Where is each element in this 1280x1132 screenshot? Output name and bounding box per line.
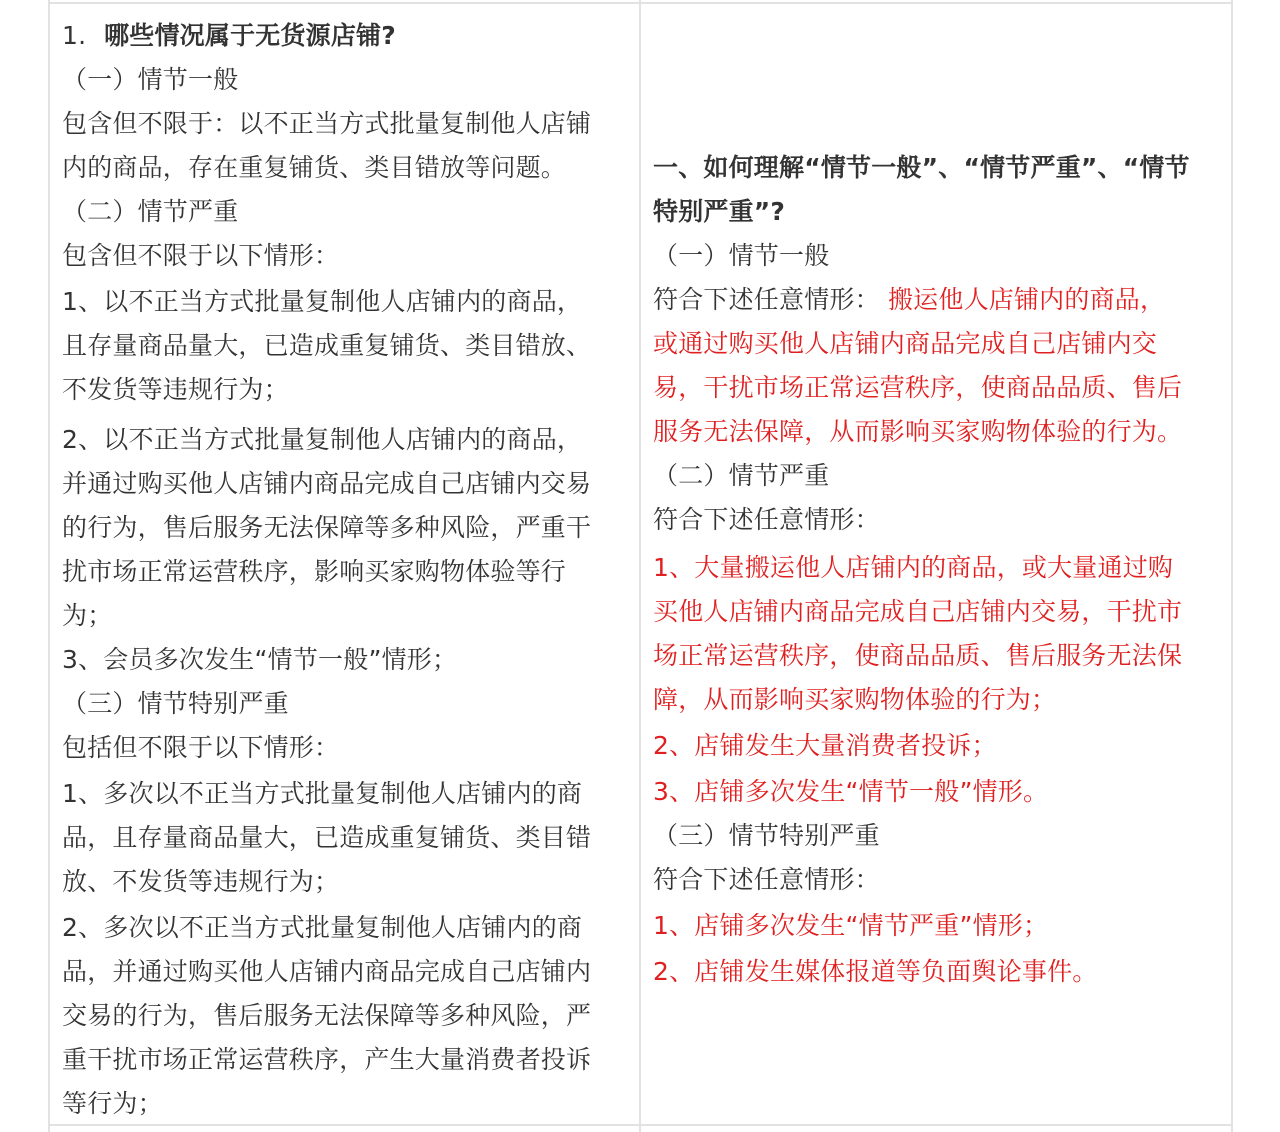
left-special-item2-line: 交易的行为，售后服务无法保障等多种风险，严 <box>62 1001 592 1030</box>
left-serious-item1-line: 1、以不正当方式批量复制他人店铺内的商品， <box>62 287 583 316</box>
comparison-table <box>48 0 1233 1132</box>
right-column <box>641 0 1231 1132</box>
left-serious-heading: （二）情节严重 <box>62 197 239 226</box>
left-serious-item2-line: 2、以不正当方式批量复制他人店铺内的商品， <box>62 425 583 454</box>
right-general-intro: 符合下述任意情形： <box>653 285 880 314</box>
right-title-line: 一、如何理解“情节一般”、“情节严重”、“情节 <box>653 153 1190 182</box>
left-general-body-line: 包含但不限于：以不正当方式批量复制他人店铺 <box>62 109 592 138</box>
left-special-item2-line: 品，并通过购买他人店铺内商品完成自己店铺内 <box>62 957 592 986</box>
left-special-item2-line: 等行为； <box>62 1089 163 1118</box>
right-special-intro: 符合下述任意情形： <box>653 865 880 894</box>
left-special-item1-line: 品，且存量商品量大，已造成重复铺货、类目错 <box>62 823 592 852</box>
left-serious-item2-line: 并通过购买他人店铺内商品完成自己店铺内交易 <box>62 469 592 498</box>
left-special-item2-line: 2、多次以不正当方式批量复制他人店铺内的商 <box>62 913 583 942</box>
left-serious-intro: 包含但不限于以下情形： <box>62 241 340 270</box>
left-special-intro: 包括但不限于以下情形： <box>62 733 340 762</box>
right-serious-red1-line: 场正常运营秩序，使商品品质、售后服务无法保 <box>653 641 1183 670</box>
right-general-red-line: 易，干扰市场正常运营秩序，使商品品质、售后 <box>653 373 1183 402</box>
right-serious-red2: 2、店铺发生大量消费者投诉； <box>653 731 997 760</box>
left-title-text: 哪些情况属于无货源店铺? <box>104 21 396 50</box>
left-serious-item1-line: 不发货等违规行为； <box>62 375 289 404</box>
right-special-heading: （三）情节特别严重 <box>653 821 880 850</box>
left-special-heading: （三）情节特别严重 <box>62 689 289 718</box>
right-serious-red1-line: 买他人店铺内商品完成自己店铺内交易，干扰市 <box>653 597 1183 626</box>
right-serious-red1-line: 障，从而影响买家购物体验的行为； <box>653 685 1057 714</box>
left-title-number: 1. <box>62 21 87 50</box>
left-serious-item2-line: 为； <box>62 601 113 630</box>
left-serious-item2-line: 的行为，售后服务无法保障等多种风险，严重干 <box>62 513 592 542</box>
right-general-heading: （一）情节一般 <box>653 241 830 270</box>
right-serious-red1-line: 1、大量搬运他人店铺内的商品，或大量通过购 <box>653 553 1174 582</box>
right-title-line: 特别严重”? <box>653 197 786 226</box>
left-general-heading: （一）情节一般 <box>62 65 239 94</box>
left-special-item1-line: 放、不发货等违规行为； <box>62 867 340 896</box>
right-general-red-line: 搬运他人店铺内的商品， <box>887 285 1166 314</box>
left-serious-item2-line: 扰市场正常运营秩序，影响买家购物体验等行 <box>62 557 567 586</box>
right-serious-heading: （二）情节严重 <box>653 461 830 490</box>
left-title <box>62 14 631 58</box>
left-column <box>50 0 641 1132</box>
right-serious-intro: 符合下述任意情形： <box>653 505 880 534</box>
left-special-item1-line: 1、多次以不正当方式批量复制他人店铺内的商 <box>62 779 583 808</box>
right-special-red1: 1、店铺多次发生“情节严重”情形； <box>653 911 1049 940</box>
left-serious-item3: 3、会员多次发生“情节一般”情形； <box>62 645 458 674</box>
right-serious-red3: 3、店铺多次发生“情节一般”情形。 <box>653 777 1049 806</box>
right-general-red-line: 服务无法保障，从而影响买家购物体验的行为。 <box>653 417 1183 446</box>
left-serious-item1-line: 且存量商品量大，已造成重复铺货、类目错放、 <box>62 331 592 360</box>
left-special-item2-line: 重干扰市场正常运营秩序，产生大量消费者投诉 <box>62 1045 592 1074</box>
right-general-red-line: 或通过购买他人店铺内商品完成自己店铺内交 <box>653 329 1158 358</box>
right-general-first-line <box>653 278 1221 322</box>
left-general-body-line: 内的商品，存在重复铺货、类目错放等问题。 <box>62 153 567 182</box>
right-special-red2: 2、店铺发生媒体报道等负面舆论事件。 <box>653 957 1098 986</box>
